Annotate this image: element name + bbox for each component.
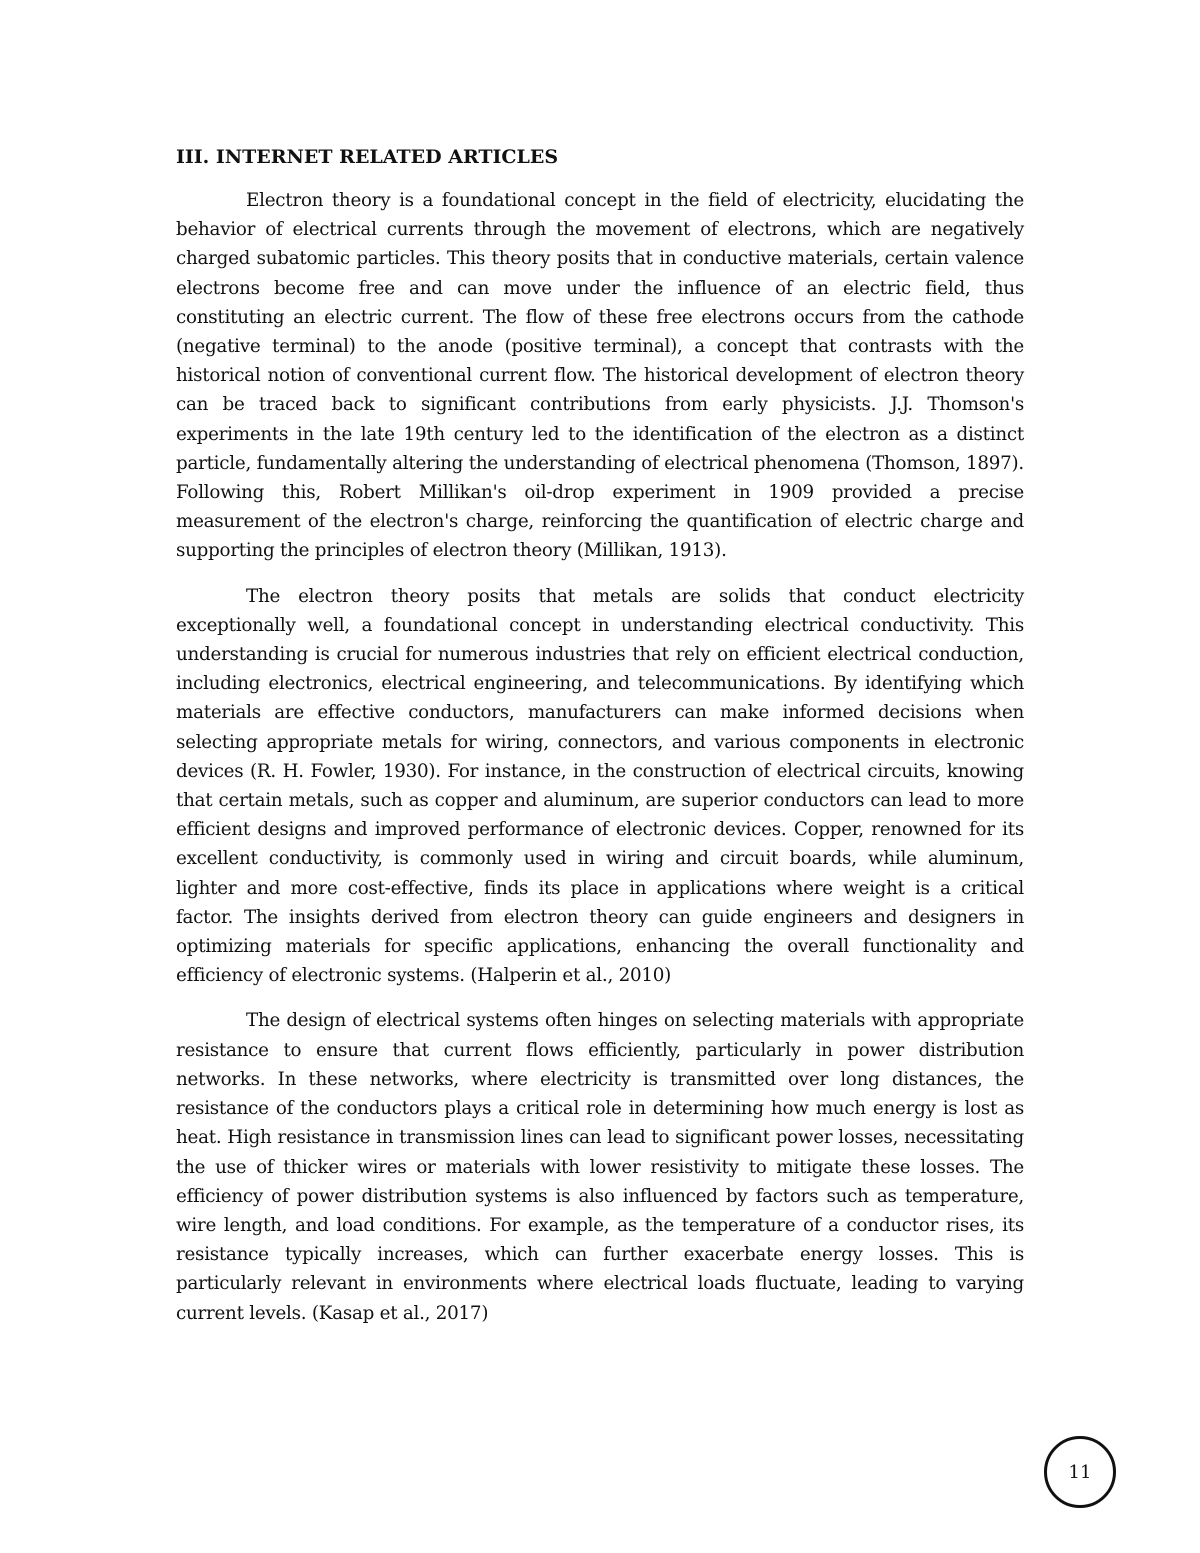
page-number: 11	[1068, 1461, 1092, 1483]
page-number-circle	[1044, 1436, 1116, 1508]
paragraph-metal-conductivity: The electron theory posits that metals are solids that conduct electricity exceptionally well, a foundational concept in understanding electrical conductivity. This understanding is crucial for numerous industries that rely on efficient electrical conduction, including electronics, electrical engineering, and telecommunications. By identifying which materials are effective conductors, manufacturers can make informed decisions when selecting appropriate metals for wiring, connectors, and various components in electronic devices (R. H. Fowler, 1930). For instance, in the construction of electrical circuits, knowing that certain metals, such as copper and aluminum, are superior conductors can lead to more efficient designs and improved performance of electronic devices. Copper, renowned for its excellent conductivity, is commonly used in wiring and circuit boards, while aluminum, lighter and more cost-effective, finds its place in applications where weight is a critical factor. The insights derived from electron theory can guide engineers and designers in optimizing materials for specific applications, enhancing the overall functionality and efficiency of electronic systems. (Halperin et al., 2010)	[176, 585, 1024, 987]
paragraph-electron-theory: Electron theory is a foundational concept in the field of electricity, elucidating the behavior of electrical currents through the movement of electrons, which are negatively charged subatomic particles. This theory posits that in conductive materials, certain valence electrons become free and can move under the influence of an electric field, thus constituting an electric current. The flow of these free electrons occurs from the cathode (negative terminal) to the anode (positive terminal), a concept that contrasts with the historical notion of conventional current flow. The historical development of electron theory can be traced back to significant contributions from early physicists. J.J. Thomson's experiments in the late 19th century led to the identification of the electron as a distinct particle, fundamentally altering the understanding of electrical phenomena (Thomson, 1897). Following this, Robert Millikan's oil-drop experiment in 1909 provided a precise measurement of the electron's charge, reinforcing the quantification of electric charge and supporting the principles of electron theory (Millikan, 1913).	[176, 190, 1024, 562]
paragraph-resistance-design: The design of electrical systems often hinges on selecting materials with appropriate resistance to ensure that current flows efficiently, particularly in power distribution networks. In these networks, where electricity is transmitted over long distances, the resistance of the conductors plays a critical role in determining how much energy is lost as heat. High resistance in transmission lines can lead to significant power losses, necessitating the use of thicker wires or materials with lower resistivity to mitigate these losses. The efficiency of power distribution systems is also influenced by factors such as temperature, wire length, and load conditions. For example, as the temperature of a conductor rises, its resistance typically increases, which can further exacerbate energy losses. This is particularly relevant in environments where electrical loads fluctuate, leading to varying current levels. (Kasap et al., 2017)	[176, 1010, 1024, 1324]
article-body	[176, 186, 1024, 1344]
section-heading: III. INTERNET RELATED ARTICLES	[176, 146, 559, 168]
